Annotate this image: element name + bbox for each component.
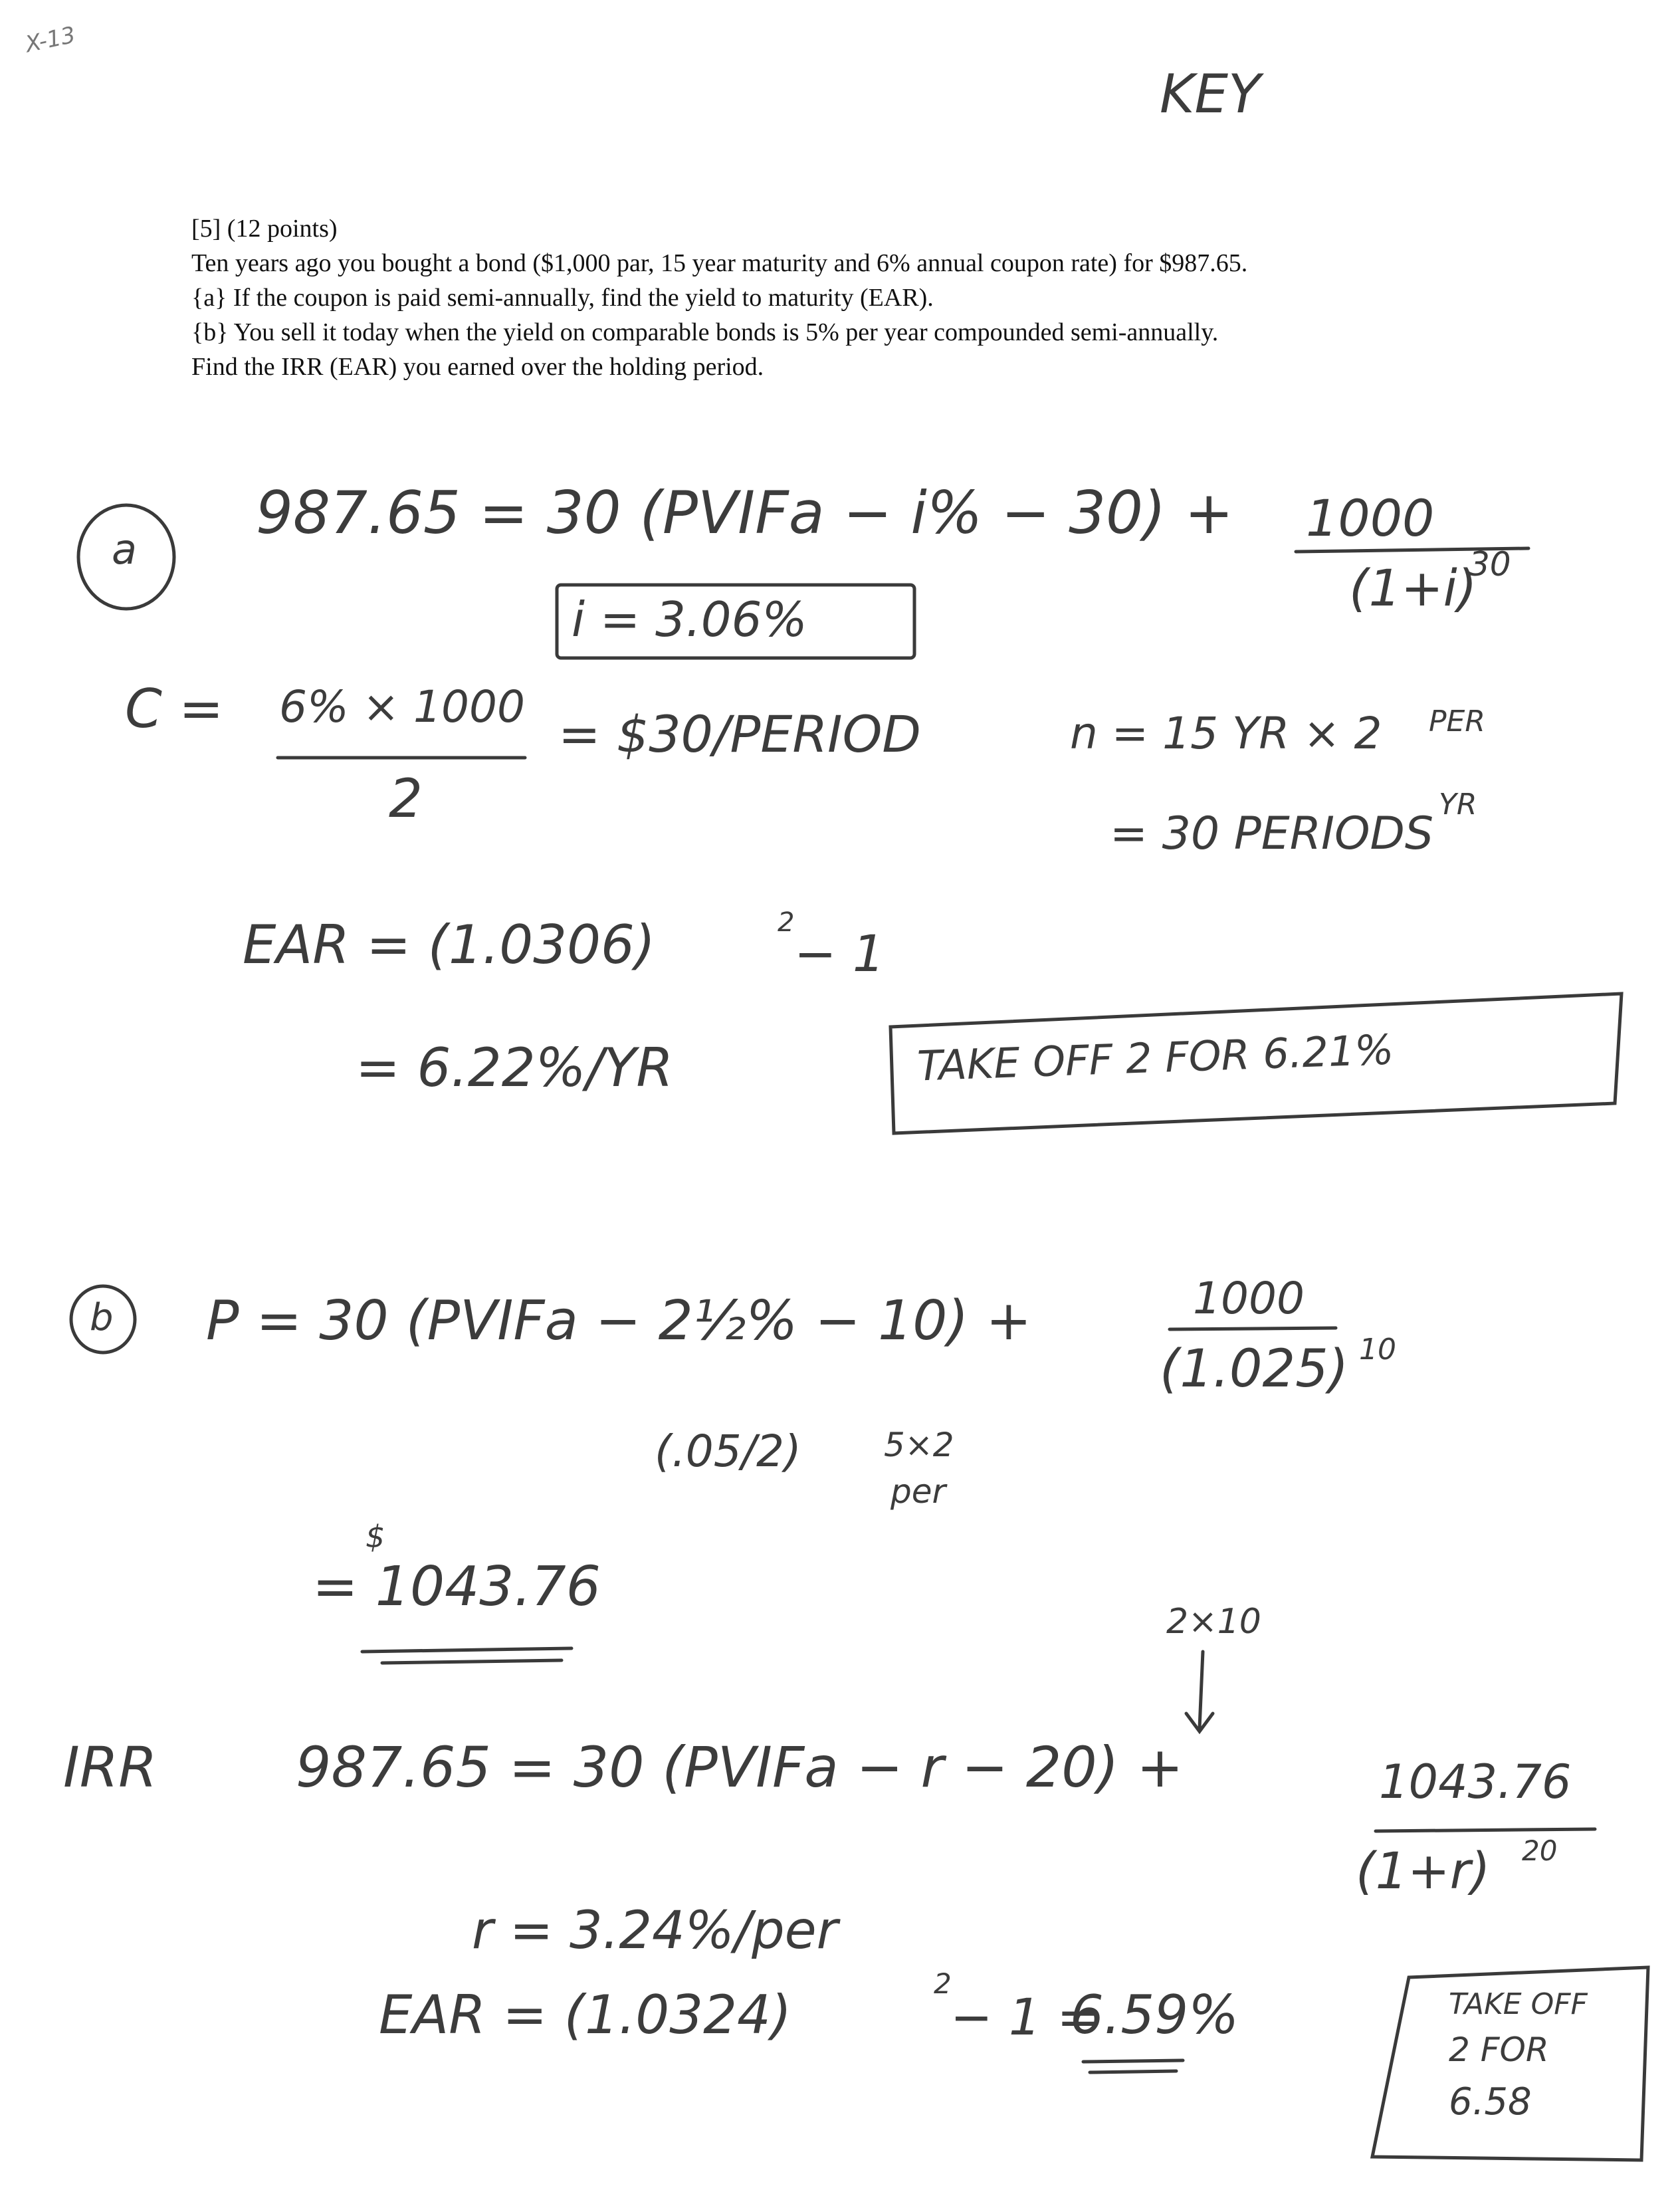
rate-note: (.05/2): [655, 1426, 801, 1477]
take-off-note-b-1: TAKE OFF: [1449, 1987, 1588, 2021]
part-a-numerator: 1000: [1306, 489, 1435, 548]
part-a-exponent: 30: [1469, 545, 1511, 584]
arrow-shaft: [1200, 1652, 1203, 1728]
period-note-2: per: [891, 1472, 946, 1511]
price-underline-2: [382, 1660, 562, 1663]
n-per-bottom: YR: [1439, 788, 1477, 822]
irr-label: IRR: [63, 1735, 158, 1800]
period-note-1: 5×2: [884, 1426, 954, 1464]
part-a-equation: 987.65 = 30 (PVIFa − i% − 30) +: [256, 479, 1234, 547]
corner-note: X-13: [23, 21, 78, 58]
price-dollar: $: [366, 1519, 385, 1555]
problem-number: [5] (12 points): [191, 215, 338, 243]
take-off-note-b-2: 2 FOR: [1449, 2031, 1549, 2069]
problem-line-3: {b} You sell it today when the yield on comparable bonds is 5% per year compounded semi-annually.: [191, 318, 1219, 346]
part-b-equation: P = 30 (PVIFa − 2½% − 10) +: [206, 1289, 1032, 1353]
n-line-1: n = 15 YR × 2: [1070, 708, 1382, 759]
irr-equation: 987.65 = 30 (PVIFa − r − 20) +: [296, 1735, 1184, 1800]
problem-line-1: Ten years ago you bought a bond ($1,000 par, 15 year maturity and 6% annual coupon rate) for $987.65.: [191, 249, 1248, 277]
irr-exponent: 20: [1522, 1834, 1558, 1867]
part-b-label: b: [90, 1296, 114, 1339]
part-b-denominator: (1.025): [1160, 1339, 1349, 1399]
coupon-result: = $30/PERIOD: [558, 705, 921, 764]
answer-i: i = 3.06%: [572, 592, 807, 647]
arrow-note: 2×10: [1166, 1602, 1261, 1642]
price-result: = 1043.76: [312, 1555, 601, 1618]
ear-underline-1: [1083, 2060, 1183, 2062]
key-header: KEY: [1160, 63, 1261, 125]
irr-numerator: 1043.76: [1379, 1755, 1572, 1809]
ear-a-exponent: 2: [778, 907, 795, 938]
arrow-head: [1186, 1713, 1213, 1731]
n-line-2: = 30 PERIODS: [1110, 808, 1434, 860]
r-result: r = 3.24%/per: [472, 1901, 838, 1961]
problem-line-4: Find the IRR (EAR) you earned over the holding period.: [191, 353, 764, 381]
coupon-lhs: C =: [125, 678, 224, 740]
part-a-denominator: (1+i): [1349, 558, 1477, 617]
ear-a-minus: − 1: [794, 924, 885, 983]
frac-bar-b: [1170, 1328, 1336, 1329]
n-per-top: PER: [1429, 705, 1485, 738]
part-b-exponent: 10: [1359, 1333, 1396, 1367]
part-a-label: a: [112, 525, 137, 574]
irr-denominator: (1+r): [1356, 1841, 1491, 1900]
part-b-numerator: 1000: [1193, 1273, 1305, 1324]
coupon-numerator: 6% × 1000: [279, 681, 525, 732]
problem-statement: [191, 211, 1587, 384]
ear-a-line-2: = 6.22%/YR: [356, 1037, 674, 1099]
coupon-denominator: 2: [389, 768, 423, 829]
ear-b-line: EAR = (1.0324): [379, 1984, 792, 2046]
price-underline-1: [362, 1648, 572, 1652]
ear-b-tail: − 1 =: [950, 1987, 1100, 2046]
ear-b-exponent: 2: [934, 1967, 952, 2000]
take-off-note-a: TAKE OFF 2 FOR 6.21%: [916, 1025, 1395, 1091]
ear-a-line-1: EAR = (1.0306): [243, 914, 656, 976]
problem-line-2: {a} If the coupon is paid semi-annually, find the yield to maturity (EAR).: [191, 284, 934, 312]
frac-bar-irr: [1376, 1829, 1595, 1831]
ear-underline-2: [1090, 2071, 1176, 2072]
ear-b-answer: 6.59%: [1070, 1984, 1239, 2046]
take-off-note-b-3: 6.58: [1449, 2080, 1532, 2124]
